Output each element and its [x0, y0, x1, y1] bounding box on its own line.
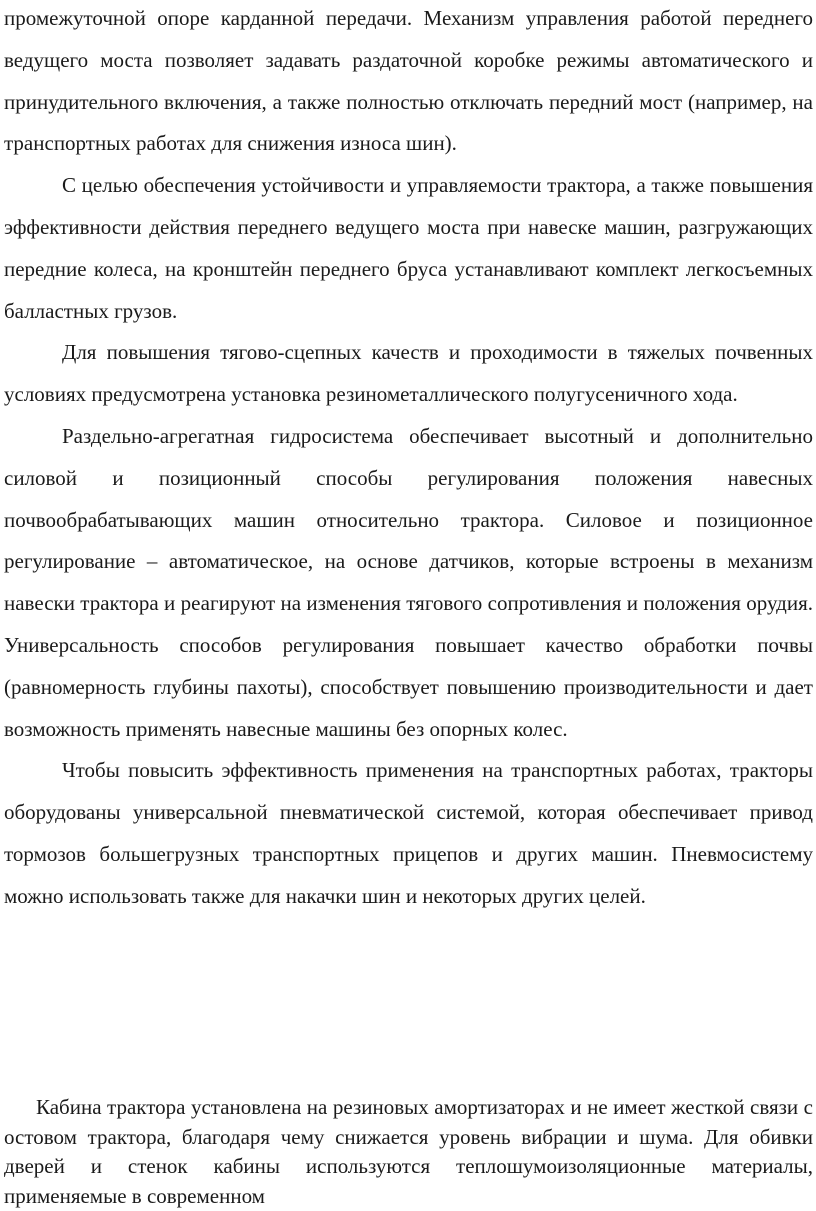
paragraph-half-track: Для повышения тягово-сцепных качеств и проходимости в тяжелых почвенных условиях предусмотрена установка резинометаллического полугусеничного хода. [4, 340, 813, 407]
main-text-block [4, 0, 813, 918]
paragraph-cabin: Кабина трактора установлена на резиновых амортизаторах и не имеет жесткой связи с остовом трактора, благодаря чему снижается уровень вибрации и шума. Для обивки дверей и стенок кабины используются теплошумоизоляционные материалы, применяемые в современном [4, 1095, 813, 1208]
paragraph-pneumatic-system: Чтобы повысить эффективность применения на транспортных работах, тракторы оборудованы универсальной пневматической системой, которая обеспечивает привод тормозов большегрузных транспортных прицепов и других машин. Пневмосистему можно использовать также для накачки шин и некоторых других целей. [4, 758, 813, 908]
paragraph-hydraulic-system: Раздельно-агрегатная гидросистема обеспечивает высотный и дополнительно силовой и позиционный способы регулирования положения навесных почвообрабатывающих машин относительно трактора. Силовое и позиционное регулирование – автоматическое, на основе датчиков, которые встроены в механизм навески трактора и реагируют на изменения тягового сопротивления и положения орудия. Универсальность способов регулирования повышает качество обработки почвы (равномерность глубины пахоты), способствует повышению производительности и дает возможность применять навесные машины без опорных колес. [4, 423, 813, 741]
tail-text-block [4, 1093, 813, 1211]
paragraph-cardan-drive: промежуточной опоре карданной передачи. Механизм управления работой переднего ведущего моста позволяет задавать раздаточной коробке режимы автоматического и принудительного включения, а также полностью отключать передний мост (например, на транспортных работах для снижения износа шин). [4, 6, 813, 156]
paragraph-ballast-weights: С целью обеспечения устойчивости и управляемости трактора, а также повышения эффективности действия переднего ведущего моста при навеске машин, разгружающих передние колеса, на кронштейн переднего бруса устанавливают комплект легкосъемных балластных грузов. [4, 173, 813, 323]
